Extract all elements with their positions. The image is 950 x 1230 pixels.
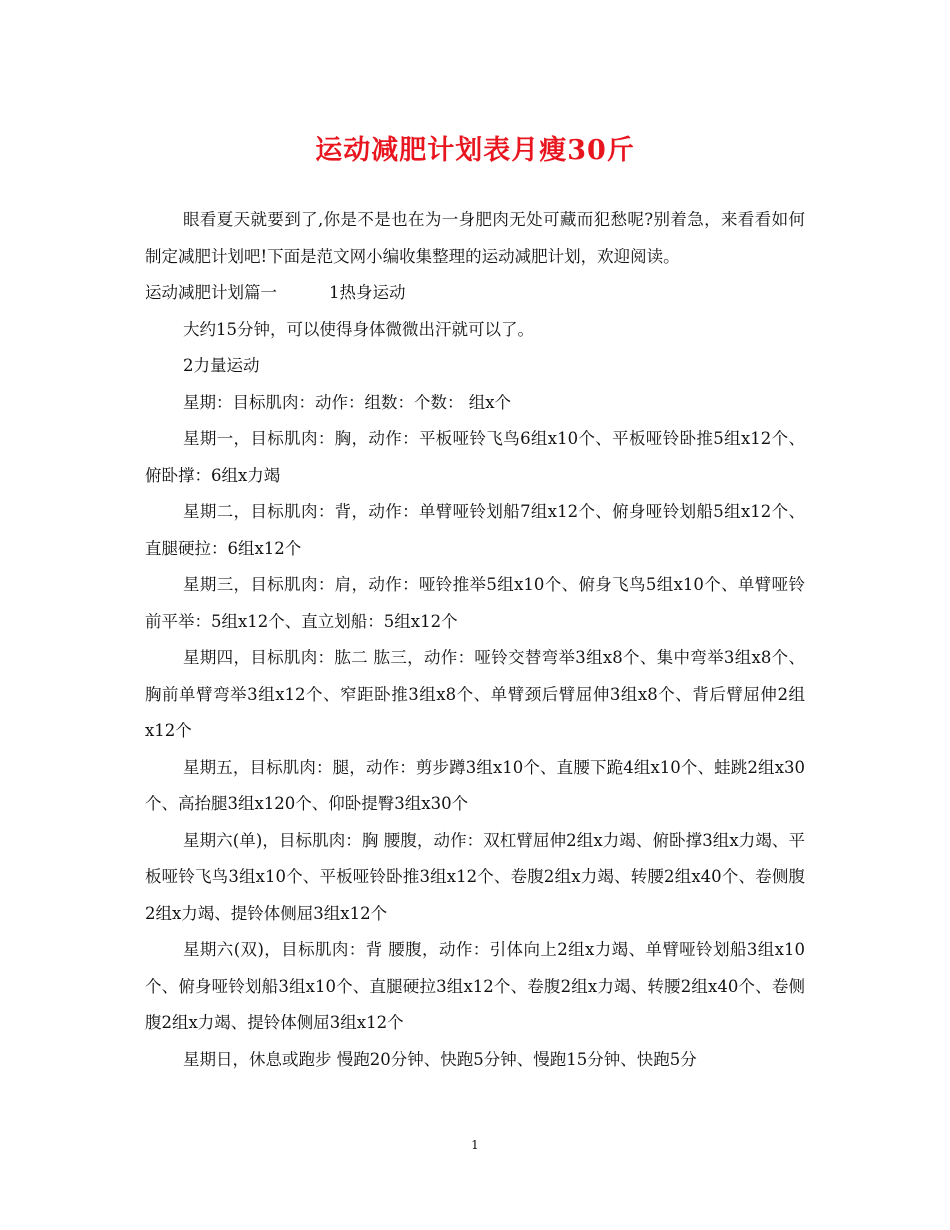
body-paragraph: 星期六(单)，目标肌肉：胸 腰腹，动作：双杠臂屈伸2组x力竭、俯卧撑3组x力竭、平板哑铃飞鸟3组x10个、平板哑铃卧推3组x12个、卷腹2组x力竭、转腰2组x40个、卷侧腹2组x力竭、提铃体侧屈3组x12个 — [145, 830, 805, 923]
section-heading: 运动减肥计划篇一 — [145, 283, 277, 302]
section-heading-row — [145, 275, 805, 312]
body-paragraph: 星期五，目标肌肉：腿，动作：剪步蹲3组x10个、直腰下跪4组x10个、蛙跳2组x30个、高抬腿3组x120个、仰卧提臀3组x30个 — [145, 757, 805, 813]
body-paragraph: 大约15分钟，可以使得身体微微出汗就可以了。 — [183, 319, 534, 339]
document-body — [145, 202, 805, 1078]
body-paragraph: 星期六(双)，目标肌肉：背 腰腹，动作：引体向上2组x力竭、单臂哑铃划船3组x10个、俯身哑铃划船3组x10个、直腿硬拉3组x12个、卷腹2组x力竭、转腰2组x40个、卷侧腹2组x力竭、提铃体侧屈3组x12个 — [145, 940, 805, 1032]
body-paragraph: 星期三，目标肌肉：肩，动作：哑铃推举5组x10个、俯身飞鸟5组x10个、单臂哑铃前平举：5组x12个、直立划船：5组x12个 — [145, 575, 805, 631]
body-paragraph: 星期二，目标肌肉：背，动作：单臂哑铃划船7组x12个、俯身哑铃划船5组x12个、直腿硬拉：6组x12个 — [145, 502, 805, 558]
intro-paragraph: 眼看夏天就要到了,你是不是也在为一身肥肉无处可藏而犯愁呢?别着急，来看看如何制定减肥计划吧!下面是范文网小编收集整理的运动减肥计划，欢迎阅读。 — [145, 210, 805, 266]
section-subheading: 1热身运动 — [329, 283, 406, 302]
page-number: 1 — [471, 1138, 479, 1152]
body-paragraph: 2力量运动 — [183, 356, 260, 375]
document-title: 运动减肥计划表月瘦30斤 — [315, 135, 635, 166]
body-paragraph: 星期：目标肌肉：动作：组数：个数： 组x个 — [183, 392, 512, 412]
body-paragraph: 星期一，目标肌肉：胸，动作：平板哑铃飞鸟6组x10个、平板哑铃卧推5组x12个、俯卧撑：6组x力竭 — [145, 429, 805, 485]
body-paragraph: 星期日，休息或跑步 慢跑20分钟、快跑5分钟、慢跑15分钟、快跑5分 — [183, 1049, 697, 1069]
body-paragraph: 星期四，目标肌肉：肱二 肱三，动作：哑铃交替弯举3组x8个、集中弯举3组x8个、胸前单臂弯举3组x12个、窄距卧推3组x8个、单臂颈后臂屈伸3组x8个、背后臂屈伸2组x12个 — [145, 648, 805, 740]
